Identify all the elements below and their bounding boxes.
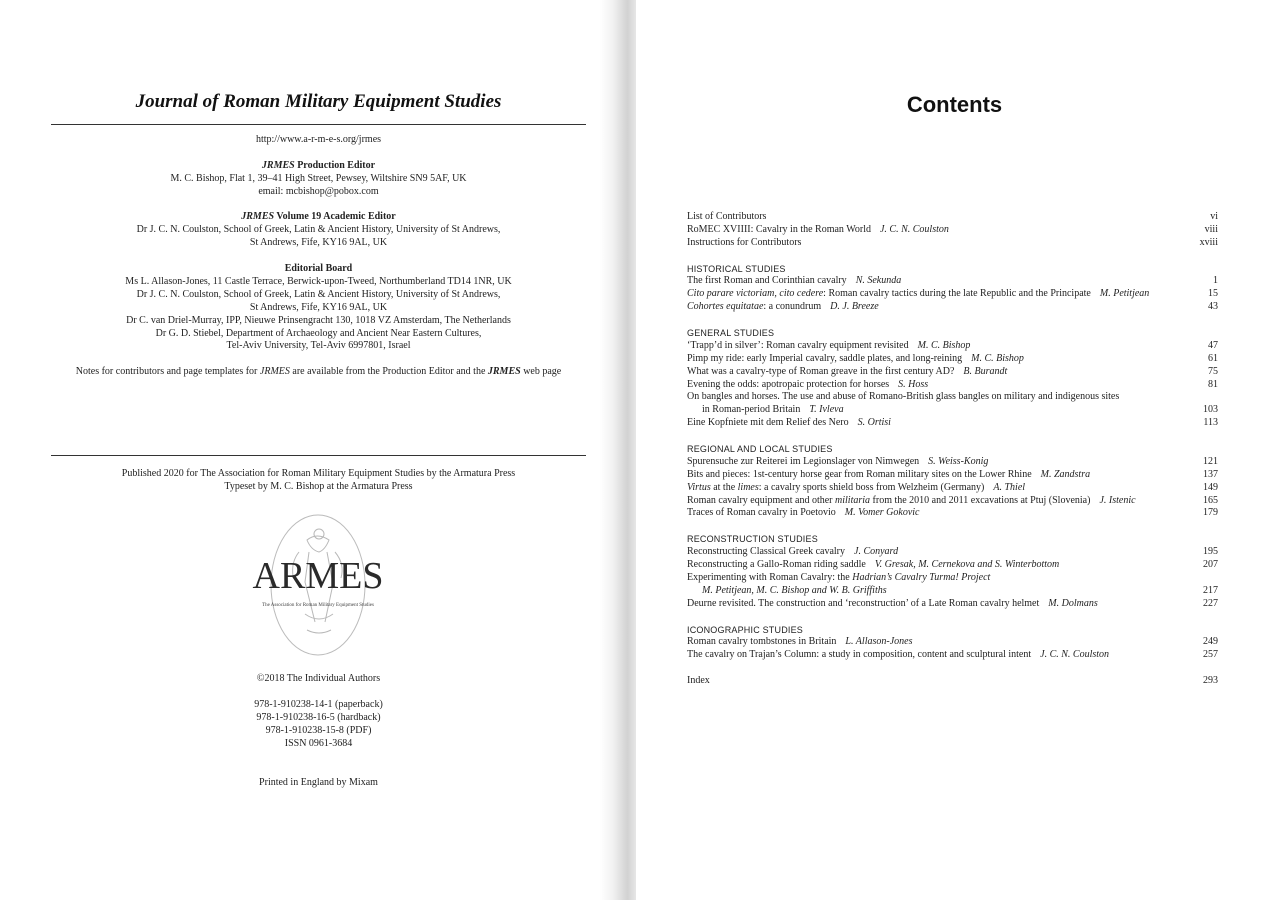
toc-entry-page: 227: [1203, 597, 1218, 609]
toc-entry-author: M. Zandstra: [1040, 468, 1091, 480]
toc-entry-title-italic: Cito parare victoriam, cito cedere: [687, 288, 824, 300]
toc-entry-author: M. Petitjean, M. C. Bishop and W. B. Griffiths: [702, 584, 887, 596]
toc-entry-title-text: Roman cavalry equipment and other: [687, 494, 836, 506]
toc-entry-page: 165: [1203, 494, 1218, 506]
toc-entry: [687, 495, 1218, 508]
toc-entry-page: 207: [1203, 559, 1218, 571]
toc-entry-title: [687, 456, 988, 467]
academic-editor-line: Dr J. C. N. Coulston, School of Greek, Latin & Ancient History, University of St Andrews,: [136, 224, 501, 236]
toc-entry-author: J. Istenic: [1099, 494, 1136, 506]
editorial-board-line: Dr C. van Driel-Murray, IPP, Nieuwe Prinsengracht 130, 1018 VZ Amsterdam, The Netherlands: [126, 314, 511, 326]
toc-entry-author: S. Ortisi: [857, 417, 891, 429]
toc-entry-page: viii: [1204, 223, 1218, 235]
editorial-board-line: Ms L. Allason-Jones, 11 Castle Terrace, Berwick-upon-Tweed, Northumberland TD14 1NR, UK: [125, 275, 512, 287]
toc-entry-title: [687, 572, 990, 583]
toc-entry-author: J. Conyard: [854, 546, 899, 558]
editorial-board-line: Dr G. D. Stiebel, Department of Archaeology and Ancient Near Eastern Cultures,: [155, 327, 482, 339]
toc-entry-page: 137: [1203, 468, 1218, 480]
toc-entry-title: [687, 598, 1098, 609]
toc-entry-title-text: in Roman-period Britain: [702, 404, 801, 416]
copyright: ©2018 The Individual Authors: [256, 673, 381, 684]
toc-entry-title-text: ‘Trapp’d in silver’: Roman cavalry equipment revisited: [687, 339, 909, 351]
toc-entry-title-text: Bits and pieces: 1st-century horse gear from Roman military sites on the Lower Rhine: [687, 468, 1032, 480]
toc-entry-author: M. Vomer Gokovic: [844, 507, 920, 519]
toc-entry-title-text: Instructions for Contributors: [687, 236, 802, 248]
toc-entry-page: 47: [1208, 339, 1218, 351]
masthead: [51, 134, 586, 379]
colophon: [51, 673, 586, 789]
toc-entry-title: [687, 288, 1149, 299]
toc-index-title: Index: [687, 675, 710, 687]
toc-entry-page: 217: [1203, 584, 1218, 596]
toc-entry-page: 179: [1203, 507, 1218, 519]
toc-entry-title: [687, 404, 844, 415]
toc-entry-author: M. C. Bishop: [971, 352, 1024, 364]
toc-section-heading: REGIONAL AND LOCAL STUDIES: [687, 444, 833, 455]
editorial-board-line: St Andrews, Fife, KY16 9AL, UK: [249, 301, 388, 313]
toc-entry-author: J. C. N. Coulston: [1040, 649, 1110, 661]
toc-entry-title-text: from the 2010 and 2011 excavations at Ptuj (Slovenia): [870, 494, 1091, 506]
toc-entry: [687, 636, 1218, 649]
contributors-notes: Notes for contributors and page templates for JRMES are available from the Production Editor and the JRMES web page: [75, 366, 562, 378]
toc-entry: [687, 211, 1218, 224]
toc-entry: [687, 417, 1218, 430]
toc-entry: [687, 301, 1218, 314]
toc-entry-title: [687, 275, 901, 286]
toc-entry-title-text: : Roman cavalry tactics during the late Republic and the Principate: [823, 288, 1091, 300]
toc-entry-title: [687, 649, 1109, 660]
toc-entry-page: 149: [1203, 481, 1218, 493]
toc-entry-title: [687, 559, 1059, 570]
toc-entry: [687, 585, 1218, 598]
editorial-board-line: Tel-Aviv University, Tel-Aviv 6997801, Israel: [226, 340, 411, 352]
toc-entry-title-text: : a conundrum: [763, 301, 822, 313]
table-of-contents: [687, 211, 1218, 688]
toc-entry-author: M. Dolmans: [1048, 597, 1098, 609]
toc-entry-page: 43: [1208, 301, 1218, 313]
toc-entry-author: D. J. Breeze: [830, 301, 879, 313]
toc-entry-title-italic: Cohortes equitatae: [687, 301, 764, 313]
toc-entry-author: B. Burandt: [963, 365, 1008, 377]
toc-entry-title-text: Pimp my ride: early Imperial cavalry, saddle plates, and long-reining: [687, 352, 963, 364]
toc-entry: [687, 391, 1218, 404]
toc-entry: [687, 507, 1218, 520]
toc-entry-author: N. Sekunda: [855, 275, 902, 287]
logo-subtitle: The Association for Roman Military Equipment Studies: [262, 603, 374, 608]
toc-entry-author: V. Gresak, M. Cernekova and S. Winterbottom: [874, 559, 1060, 571]
toc-entry-title-text: The first Roman and Corinthian cavalry: [687, 275, 847, 287]
isbn-hardback: 978-1-910238-16-5 (hardback): [256, 711, 381, 723]
toc-entry-title-italic: limes: [737, 481, 759, 493]
toc-entry-title-text: On bangles and horses. The use and abuse of Romano-British glass bangles on military and indigenous sites: [687, 391, 1120, 403]
toc-entry-title: [687, 237, 801, 248]
toc-entry: [687, 469, 1218, 482]
toc-entry-title: [687, 211, 766, 222]
academic-editor-line: St Andrews, Fife, KY16 9AL, UK: [249, 237, 388, 249]
toc-entry-title: [687, 507, 919, 518]
toc-entry: [687, 546, 1218, 559]
toc-entry: [687, 353, 1218, 366]
toc-entry-page: 61: [1208, 352, 1218, 364]
isbn-pdf: 978-1-910238-15-8 (PDF): [265, 724, 372, 736]
toc-entry: [687, 404, 1218, 417]
toc-entry-title: [687, 482, 1025, 493]
toc-entry-author: S. Hoss: [898, 378, 929, 390]
toc-entry-title: [687, 301, 879, 312]
toc-entry: [687, 340, 1218, 353]
journal-title: Journal of Roman Military Equipment Studies: [135, 91, 502, 112]
toc-entry-title: [687, 417, 891, 428]
toc-entry-page: 15: [1208, 288, 1218, 300]
toc-section-heading: RECONSTRUCTION STUDIES: [687, 534, 818, 545]
logo-wordmark: ARMES: [252, 555, 384, 597]
publication-info: [51, 468, 586, 494]
toc-entry-title-text: Eine Kopfniete mit dem Relief des Nero: [687, 417, 849, 429]
printer: Printed in England by Mixam: [259, 776, 378, 788]
toc-entry-title-text: RoMEC XVIIII: Cavalry in the Roman World: [687, 223, 871, 235]
academic-editor-heading: JRMES Volume 19 Academic Editor: [241, 211, 396, 223]
toc-entry-title: [687, 585, 887, 596]
toc-entry: [687, 482, 1218, 495]
toc-entry-title-text: Traces of Roman cavalry in Poetovio: [687, 507, 836, 519]
left-page: [0, 0, 615, 900]
toc-index-entry: [687, 675, 1218, 688]
toc-entry-title-text: Reconstructing a Gallo-Roman riding saddle: [687, 559, 866, 571]
toc-entry-page: 103: [1203, 404, 1218, 416]
toc-entry-title-italic: militaria: [835, 494, 871, 506]
toc-entry-title-text: at the: [710, 481, 738, 493]
toc-entry-page: xviii: [1199, 236, 1218, 248]
production-editor-address: M. C. Bishop, Flat 1, 39–41 High Street, Pewsey, Wiltshire SN9 5AF, UK: [170, 172, 467, 184]
armes-logo: [247, 512, 389, 658]
toc-entry-title-text: : a cavalry sports shield boss from Welzheim (Germany): [758, 481, 985, 493]
toc-entry: [687, 224, 1218, 237]
editorial-board-line: Dr J. C. N. Coulston, School of Greek, Latin & Ancient History, University of St Andrews,: [136, 288, 501, 300]
toc-entry-title-text: Evening the odds: apotropaic protection for horses: [687, 378, 890, 390]
editorial-board-heading: Editorial Board: [284, 263, 353, 275]
toc-entry-title: [687, 469, 1090, 480]
toc-entry-title: [687, 366, 1007, 377]
website-url: http://www.a-r-m-e-s.org/jrmes: [255, 134, 382, 145]
toc-index-page: 293: [1203, 675, 1218, 687]
toc-entry: [687, 288, 1218, 301]
toc-entry-page: 195: [1203, 546, 1218, 558]
toc-entry-title-text: Experimenting with Roman Cavalry: the: [687, 571, 853, 583]
toc-entry: [687, 366, 1218, 379]
toc-entry-author: A. Thiel: [993, 481, 1026, 493]
toc-entry-title-text: What was a cavalry-type of Roman greave in the first century AD?: [687, 365, 955, 377]
toc-entry-author: M. Petitjean: [1099, 288, 1150, 300]
toc-entry-author: M. C. Bishop: [917, 339, 971, 351]
toc-entry: [687, 275, 1218, 288]
toc-entry-title: [687, 224, 949, 235]
production-editor-heading: JRMES Production Editor: [261, 159, 376, 171]
typeset-line: Typeset by M. C. Bishop at the Armatura Press: [224, 480, 413, 492]
contents-title: Contents: [906, 92, 1003, 117]
isbn-paperback: 978-1-910238-14-1 (paperback): [254, 698, 383, 710]
section-rule: [51, 455, 586, 456]
toc-entry-author: J. C. N. Coulston: [879, 223, 949, 235]
toc-entry-title: [687, 353, 1024, 364]
toc-entry-author: L. Allason-Jones: [845, 636, 913, 648]
title-rule: [51, 124, 586, 125]
toc-entry-title-text: Spurensuche zur Reiterei im Legionslager von Nimwegen: [687, 455, 920, 467]
toc-entry-page: 257: [1203, 649, 1218, 661]
toc-entry: [687, 559, 1218, 572]
toc-entry: [687, 237, 1218, 250]
toc-entry: [687, 456, 1218, 469]
toc-section-heading: ICONOGRAPHIC STUDIES: [687, 624, 804, 635]
toc-entry-page: 249: [1203, 636, 1218, 648]
toc-entry: [687, 572, 1218, 585]
toc-entry-page: 121: [1203, 455, 1218, 467]
toc-entry-title: [687, 546, 898, 557]
toc-entry-page: 113: [1203, 417, 1218, 429]
toc-entry-title-text: Deurne revisited. The construction and ‘reconstruction’ of a Late Roman cavalry helmet: [687, 597, 1040, 609]
toc-entry-author: S. Weiss-Konig: [928, 455, 989, 467]
toc-entry-page: 1: [1213, 275, 1218, 287]
toc-entry-title: [687, 379, 928, 390]
toc-entry-title-text: Roman cavalry tombstones in Britain: [687, 636, 837, 648]
issn: ISSN 0961-3684: [284, 737, 353, 749]
toc-entry-title: [687, 340, 970, 351]
toc-section-heading: HISTORICAL STUDIES: [687, 263, 786, 274]
toc-entry: [687, 379, 1218, 392]
toc-entry-title-text: The cavalry on Trajan’s Column: a study in composition, content and sculptural intent: [687, 649, 1032, 661]
toc-entry: [687, 598, 1218, 611]
toc-entry: [687, 649, 1218, 662]
toc-entry-title-text: List of Contributors: [687, 211, 767, 222]
toc-entry-author: T. Ivleva: [809, 404, 844, 416]
toc-entry-title: [687, 495, 1136, 506]
production-editor-email: email: mcbishop@pobox.com: [258, 185, 379, 197]
toc-entry-page: 81: [1208, 378, 1218, 390]
published-line: Published 2020 for The Association for Roman Military Equipment Studies by the Armatura Press: [121, 468, 516, 479]
toc-entry-title: [687, 391, 1119, 402]
toc-section-heading: GENERAL STUDIES: [687, 328, 775, 339]
toc-entry-page: 75: [1208, 365, 1218, 377]
toc-entry-page: vi: [1210, 211, 1218, 222]
toc-entry-title-text: Reconstructing Classical Greek cavalry: [687, 546, 845, 558]
toc-entry-title-italic: Virtus: [687, 481, 711, 493]
toc-entry-title-italic: Hadrian’s Cavalry Turma! Project: [852, 571, 991, 583]
toc-entry-title: [687, 636, 912, 647]
